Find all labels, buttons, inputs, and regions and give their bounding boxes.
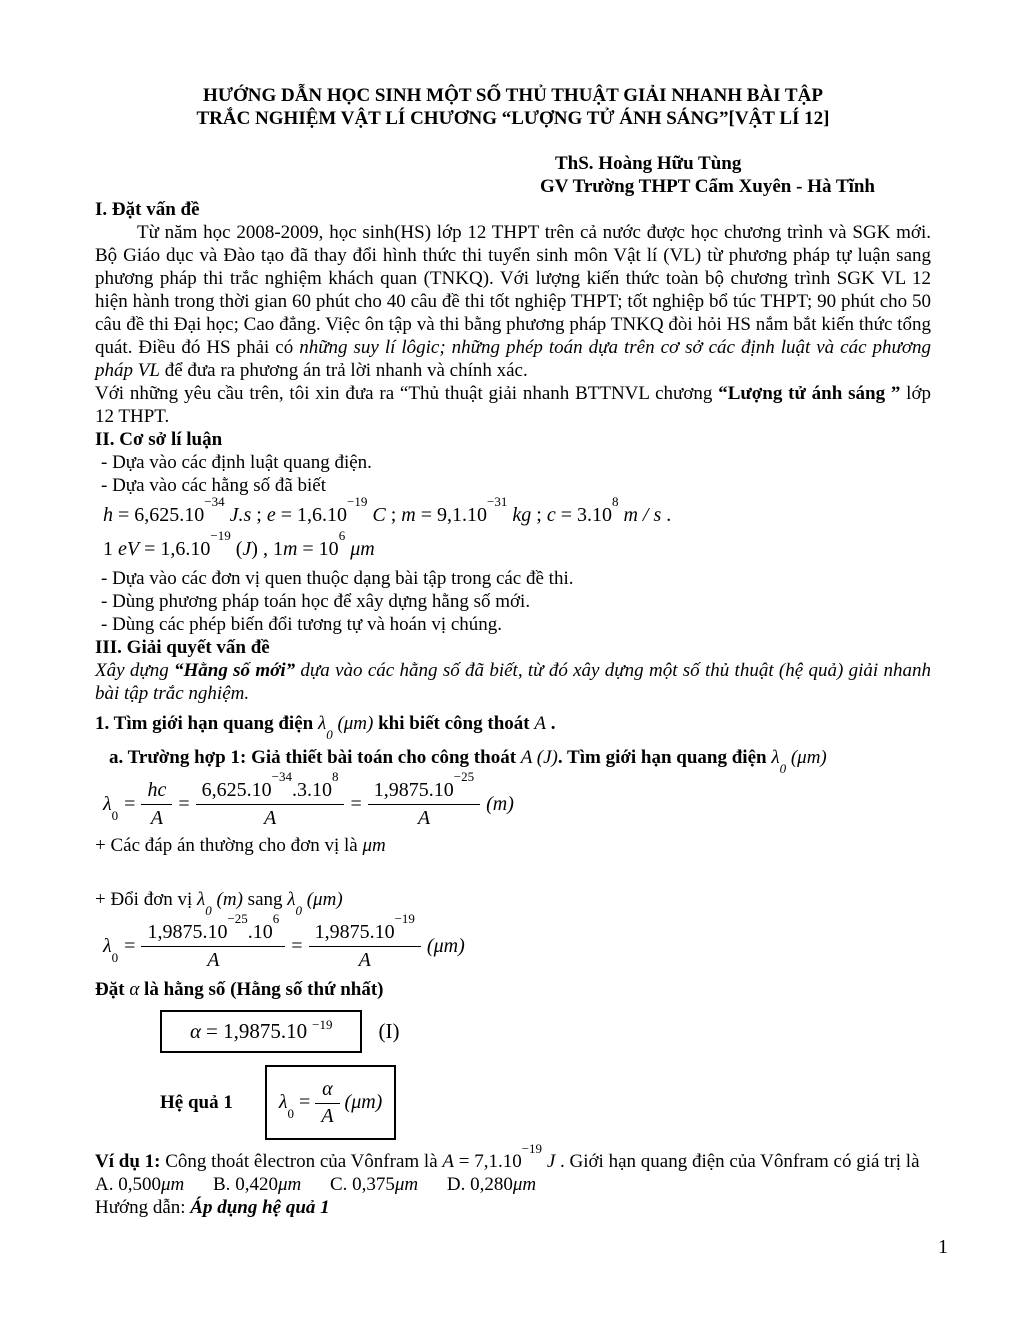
work-function-exponent: −19 (521, 1140, 543, 1156)
lambda0-lhs: $\lambda_0$ (103, 934, 119, 965)
author-affiliation: GV Trường THPT Cẩm Xuyên - Hà Tĩnh (540, 176, 875, 197)
h-value: = 6,625.10 (113, 504, 205, 526)
section-3-heading: III. Giải quyết vấn đề (95, 637, 270, 658)
note-convert-unit (95, 885, 931, 918)
alpha-value: = 1,9875.10 (206, 1019, 308, 1043)
e-exponent: −19 (347, 494, 368, 510)
para-italic-text: những suy lí lôgic; những phép toán dựa trên cơ sở các định luật và các phương pháp VL (95, 337, 931, 381)
proposal-text-end: lớp 12 THPT. (95, 383, 931, 427)
formula-lambda0-micrometers (103, 911, 465, 972)
m-symbol: m (401, 504, 416, 526)
work-function-joule-symbol: A (J) (520, 747, 558, 768)
work-function-value: = 7,1.10 (454, 1151, 522, 1172)
set-text-end: là hằng số (Hằng số thứ nhất) (139, 979, 384, 1000)
paren-open: ( (230, 538, 243, 560)
work-function-symbol: A (442, 1151, 454, 1172)
document-title-line1: HƯỚNG DẪN HỌC SINH MỘT SỐ THỦ THUẬT GIẢI NHANH BÀI TẬP (203, 85, 823, 106)
section-1-paragraph (95, 221, 931, 382)
note-answer-unit (95, 834, 931, 857)
convert-text: + Đổi đơn vị (95, 889, 198, 910)
fraction-converted-over-A: $\frac{1,9875.10^{-25}.10^6}{A}$ (141, 919, 285, 972)
equals-sign: = (291, 934, 303, 957)
section-2-heading: II. Cơ sở lí luận (95, 429, 223, 450)
e-value: = 1,6.10 (275, 504, 348, 526)
document-title-line2: TRẮC NGHIỆM VẬT LÍ CHƯƠNG “LƯỢNG TỬ ÁNH SÁNG”[VẬT LÍ 12] (196, 108, 830, 129)
problem-1-heading (95, 709, 931, 742)
formula-lambda0-meters (103, 769, 514, 830)
problem-1-text-mid: khi biết công thoát (373, 713, 535, 734)
problem-1-text-end: . (545, 713, 556, 734)
fraction-final-over-A: $\frac{1,9875.10^{-19}}{A}$ (309, 919, 421, 972)
bullet-laws: - Dựa vào các định luật quang điện. (101, 452, 372, 473)
answer-options (95, 1173, 931, 1196)
page-number: 1 (938, 1236, 948, 1258)
consequence-1-label: Hệ quả 1 (160, 1092, 233, 1113)
fraction-numeric-over-A: $\frac{6,625.10^{-34}.3.10^8}{A}$ (196, 777, 345, 830)
consequence-1-row (160, 1065, 931, 1140)
m-unit: kg (507, 504, 532, 526)
example-text-end: . Giới hạn quang điện của Vônfram có giá trị là (555, 1151, 920, 1172)
alpha-symbol: α (129, 979, 140, 1000)
equals-sign: = (350, 792, 362, 815)
unit-micrometers: (μm) (344, 1091, 383, 1113)
section-1-proposal (95, 382, 931, 428)
author-block (95, 152, 931, 198)
answer-option-b: B. 0,420μm (213, 1174, 302, 1195)
example-1-text (95, 1140, 931, 1173)
m-exponent: −31 (487, 494, 508, 510)
fraction-hc-over-A: $\frac{hc}{A}$ (141, 777, 172, 830)
guide-instruction: Áp dụng hệ quả 1 (190, 1197, 330, 1218)
para-text: Từ năm học 2008-2009, học sinh(HS) lớp 12 THPT trên cả nước được học chương trình và SGK mới. Bộ Giáo dục và Đào tạo đã thay đổi hình thức thi tuyển sinh môn Vật lí (VL) từ phương pháp tự luận sang phương pháp thi trắc nghiệm khách quan (TNKQ). Với lượng kiến thức toàn bộ chương trình SGK VL 12 hiện hành trong thời gian 60 phút cho 40 câu đề thi tốt nghiệp THPT; tốt nghiệp bổ túc THPT; 90 phút cho 50 câu đề thi Đại học; Cao đẳng. Việc ôn tập và thi bằng phương pháp TNKQ đòi hỏi HS nắm bắt kiến thức tổng quát. Điều đó HS phải có (95, 222, 931, 358)
unit-micrometers: (μm) (426, 934, 465, 957)
guide-label: Hướng dẫn: (95, 1197, 191, 1218)
bullet-units: - Dựa vào các đơn vị quen thuộc dạng bài tập trong các đề thi. (101, 568, 574, 589)
proposal-text: Với những yêu cầu trên, tôi xin đưa ra “Thủ thuật giải nhanh BTTNVL chương (95, 383, 719, 404)
answer-option-a: A. 0,500μm (95, 1174, 185, 1195)
equals-sign: = (299, 1091, 311, 1113)
document-title (95, 84, 931, 130)
meter-exponent: 6 (338, 528, 346, 544)
e-unit: C (367, 504, 386, 526)
ev-symbol: eV (118, 538, 140, 560)
c-unit: m / s (618, 504, 662, 526)
joule-symbol: J (242, 538, 252, 560)
fraction-result-over-A: $\frac{1,9875.10^{-25}}{A}$ (368, 777, 480, 830)
ev-conversion-formula (95, 528, 931, 565)
meter-symbol: m (282, 538, 298, 560)
lambda0-symbol-2: $\lambda_0$ (μm) (771, 747, 827, 776)
meter-value: = 10 (297, 538, 339, 560)
equals-sign: = (124, 934, 136, 957)
alpha-constant-row (160, 1010, 931, 1053)
section-3-intro (95, 659, 931, 705)
period: . (661, 504, 672, 526)
c-symbol: c (546, 504, 556, 526)
alpha-constant-box: α = 1,9875.10 $^{-19}$ (160, 1010, 362, 1053)
separator: ; (251, 504, 267, 526)
h-unit: J.s (224, 504, 252, 526)
set-alpha-line (95, 976, 931, 1004)
author-name: ThS. Hoàng Hữu Tùng (555, 153, 742, 174)
equals-sign: = (178, 792, 190, 815)
c-value: = 3.10 (555, 504, 612, 526)
ev-value: = 1,6.10 (139, 538, 211, 560)
answer-option-d: D. 0,280μm (446, 1174, 537, 1195)
ev-exponent: −19 (210, 528, 231, 544)
fraction-alpha-over-A: $\frac{\alpha}{A}$ (315, 1077, 339, 1128)
note-text: + Các đáp án thường cho đơn vị là (95, 835, 363, 856)
example-text: Công thoát êlectron của Vônfram là (160, 1151, 443, 1172)
intro-text: Xây dựng (95, 660, 175, 681)
guide-line (95, 1196, 931, 1219)
alpha-symbol: α (190, 1019, 202, 1043)
lambda0-lhs: $\lambda_0$ (103, 792, 119, 823)
separator: ; (385, 504, 402, 526)
lambda0-symbol: $\lambda_0$ (278, 1091, 295, 1121)
problem-1-text: 1. Tìm giới hạn quang điện (95, 713, 318, 734)
bullet-constants: - Dựa vào các hằng số đã biết (101, 475, 327, 496)
separator: ; (531, 504, 547, 526)
micrometer-symbol: μm (362, 835, 386, 856)
example-1-label: Ví dụ 1: (95, 1151, 161, 1172)
equation-label-I: (I) (378, 1019, 400, 1043)
ev-one: 1 (103, 538, 118, 560)
case-1-heading (95, 743, 931, 776)
set-text: Đặt (95, 979, 130, 1000)
c-exponent: 8 (611, 494, 619, 510)
work-function-symbol: A (534, 713, 546, 734)
unit-meters: (m) (486, 792, 514, 815)
proposal-bold-text: “Lượng tử ánh sáng ” (718, 383, 901, 404)
case-1-text-mid: . Tìm giới hạn quang điện (557, 747, 772, 768)
case-1-text: a. Trường hợp 1: Giả thiết bài toán cho công thoát (109, 747, 521, 768)
m-value: = 9,1.10 (415, 504, 488, 526)
para-text-end: để đưa ra phương án trả lời nhanh và chính xác. (159, 360, 528, 381)
bullet-math-method: - Dùng phương pháp toán học để xây dựng hằng số mới. (101, 591, 531, 612)
e-symbol: e (266, 504, 276, 526)
intro-bold-text: “Hằng số mới” (174, 660, 296, 681)
comma-one: ) , 1 (251, 538, 283, 560)
micrometer-unit: μm (345, 538, 375, 560)
intro-text-end: dựa vào các hằng số đã biết, từ đó xây dựng một số thủ thuật (hệ quả) giải nhanh bài tập trắc nghiệm. (95, 660, 931, 704)
joule-unit: J (542, 1151, 556, 1172)
answer-option-c: C. 0,375μm (329, 1174, 419, 1195)
equals-sign: = (124, 792, 136, 815)
lambda0-symbol: $\lambda_0$ (μm) (317, 713, 374, 742)
lambda0-m: $\lambda_0$ (m) (197, 889, 243, 918)
h-symbol: h (103, 504, 113, 526)
constants-formula (95, 494, 931, 531)
page-content (95, 84, 931, 1219)
lambda0-um: $\lambda_0$ (μm) (287, 889, 343, 918)
consequence-1-box (265, 1065, 396, 1140)
convert-text-mid: sang (242, 889, 288, 910)
bullet-transform: - Dùng các phép biến đổi tương tự và hoán vị chúng. (101, 614, 503, 635)
section-1-heading: I. Đặt vấn đề (95, 199, 200, 220)
h-exponent: −34 (204, 494, 225, 510)
